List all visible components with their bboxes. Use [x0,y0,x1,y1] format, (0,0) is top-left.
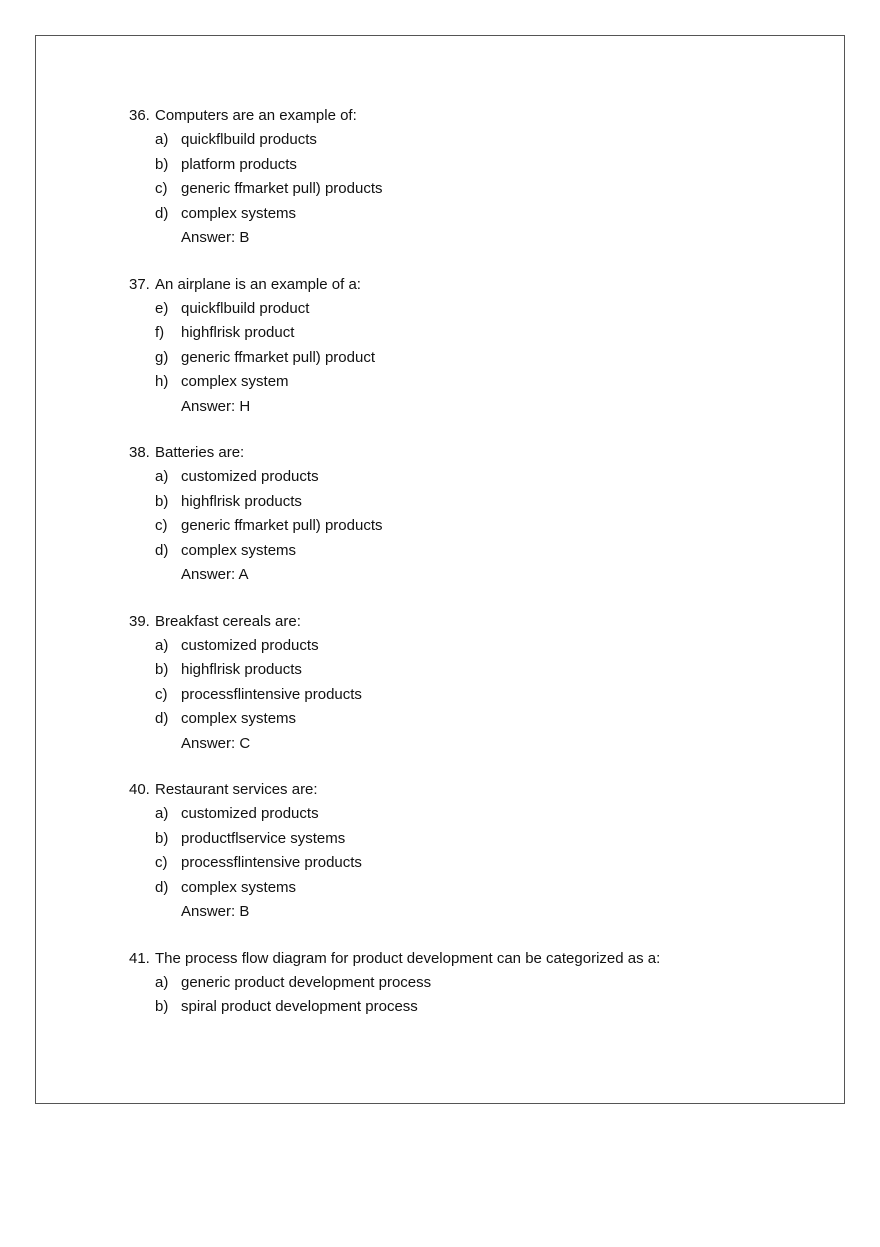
option-item [129,658,819,683]
option-text: customized products [181,468,319,485]
answer-line: Answer: C [181,734,251,752]
option-text: quickflbuild products [181,131,317,148]
option-letter: h) [155,373,169,390]
option-list [129,297,819,395]
option-item [129,851,819,876]
option-text: customized products [181,805,319,822]
question-number: 36. [129,107,150,124]
option-text: generic product development process [181,973,432,991]
question-41 [129,947,819,1020]
option-item [129,346,819,371]
question-number: 41. [129,949,150,967]
option-letter: d) [155,204,169,222]
option-text: complex systems [181,541,297,559]
option-text: customized products [181,636,319,654]
option-text: highflrisk products [181,661,302,678]
option-item [129,177,819,202]
option-item [129,634,819,659]
question-text: Breakfast cereals are: [155,612,301,630]
answer-line: Answer: A [181,566,249,583]
option-text: highflrisk product [181,324,295,341]
option-item [129,707,819,732]
option-item [129,876,819,901]
question-stem [129,947,819,971]
option-item [129,683,819,708]
question-text: Computers are an example of: [155,107,357,124]
option-item [129,370,819,395]
option-text: complex system [181,373,289,390]
option-item [129,827,819,852]
option-item [129,971,819,996]
option-text: productflservice systems [181,829,346,847]
option-list [129,128,819,226]
option-text: complex systems [181,710,297,727]
option-letter: d) [155,878,169,896]
option-text: quickflbuild product [181,299,310,317]
question-40 [129,778,819,925]
option-letter: a) [155,636,169,654]
question-39 [129,610,819,757]
option-letter: a) [155,468,169,485]
question-number: 38. [129,444,150,461]
option-text: generic ffmarket pull) products [181,517,383,534]
option-item [129,321,819,346]
option-letter: d) [155,710,169,727]
option-text: complex systems [181,878,297,896]
option-list [129,465,819,563]
option-letter: a) [155,805,169,822]
option-item [129,514,819,539]
option-letter: g) [155,348,169,366]
option-item [129,490,819,515]
option-letter: c) [155,854,168,871]
option-list [129,802,819,900]
option-item [129,995,819,1020]
question-36 [129,104,819,251]
question-stem [129,441,819,465]
option-letter: b) [155,998,169,1015]
option-list [129,971,819,1020]
answer-line: Answer: B [181,903,250,920]
option-letter: b) [155,661,169,678]
answer-line: Answer: H [181,397,251,415]
option-letter: d) [155,541,169,559]
option-item [129,202,819,227]
option-text: generic ffmarket pull) products [181,180,383,197]
question-list [129,104,819,1042]
question-stem [129,273,819,297]
question-37 [129,273,819,420]
option-item [129,539,819,564]
question-text: The process flow diagram for product development can be categorized as a: [155,949,661,967]
option-list [129,634,819,732]
option-item [129,297,819,322]
answer-line: Answer: B [181,229,250,246]
option-text: highflrisk products [181,492,302,510]
option-letter: f) [155,324,165,341]
option-text: platform products [181,155,297,173]
option-item [129,465,819,490]
option-text: generic ffmarket pull) product [181,348,375,366]
question-stem [129,610,819,634]
option-letter: a) [155,131,169,148]
option-letter: b) [155,155,169,173]
question-number: 40. [129,781,150,798]
option-text: complex systems [181,204,297,222]
option-letter: c) [155,180,168,197]
question-text: Batteries are: [155,444,245,461]
option-text: processflintensive products [181,854,362,871]
option-letter: b) [155,829,169,847]
option-letter: c) [155,685,168,703]
option-letter: e) [155,299,169,317]
question-text: Restaurant services are: [155,781,318,798]
option-item [129,128,819,153]
question-stem [129,778,819,802]
option-item [129,153,819,178]
option-text: spiral product development process [181,998,418,1015]
question-number: 39. [129,612,150,630]
option-letter: c) [155,517,168,534]
question-38 [129,441,819,588]
option-letter: b) [155,492,169,510]
question-stem [129,104,819,128]
option-text: processflintensive products [181,685,362,703]
option-letter: a) [155,973,169,991]
question-text: An airplane is an example of a: [155,275,361,293]
question-number: 37. [129,275,150,293]
option-item [129,802,819,827]
